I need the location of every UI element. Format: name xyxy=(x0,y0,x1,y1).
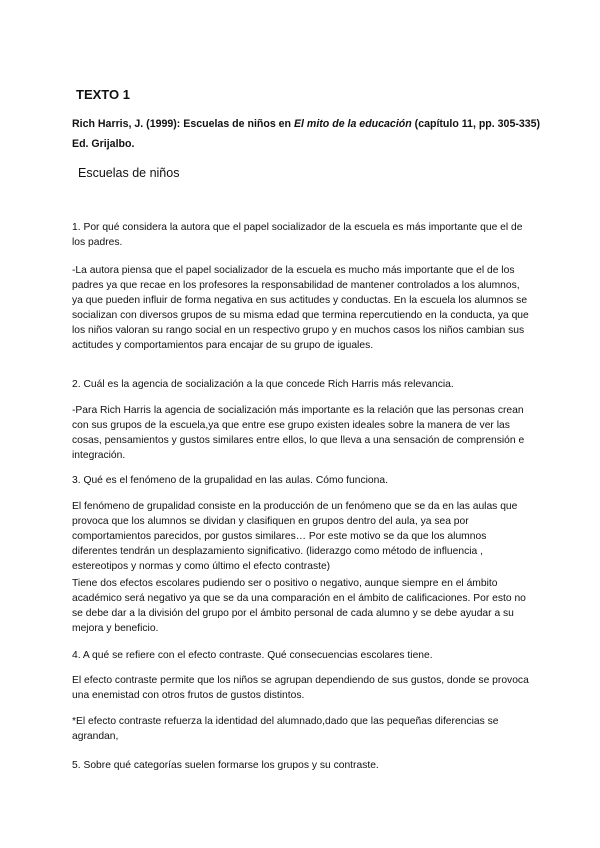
question-5: 5. Sobre qué categorías suelen formarse los grupos y su contraste. xyxy=(72,760,379,771)
reference-book-title: El mito de la educación xyxy=(293,118,412,130)
section-subtitle: Escuelas de niños xyxy=(78,166,180,180)
question-1: 1. Por qué considera la autora que el papel socializador de la escuela es más importante que el de los padres. xyxy=(72,222,523,248)
reference-author: Rich Harris, J. (1999): Escuelas de niños en xyxy=(72,118,294,130)
reference-details: (capítulo 11, pp. 305-335) Ed. Grijalbo. xyxy=(72,118,541,150)
answer-2: -Para Rich Harris la agencia de socialización más importante es la relación que las personas crean con sus grupos de la escuela,ya que entre ese grupo existen ideales sobre la manera de ver las cosas, pensamientos y gustos similares entre ellos, lo que lleva a una sensación de comprensión e integración. xyxy=(72,405,525,461)
question-3: 3. Qué es el fenómeno de la grupalidad en las aulas. Cómo funciona. xyxy=(72,475,388,486)
answer-3-paragraph-1: El fenómeno de grupalidad consiste en la producción de un fenómeno que se da en las aulas que provoca que los alumnos se dividan y clasifiquen en grupos dentro del aula, ya sea por comportamientos parecidos, por gustos similares… Por este motivo se da que los alumnos diferentes tendrán un desplazamiento significativo. (liderazgo como método de influencia , estereotipos y normas y como último el efecto contraste) xyxy=(72,501,518,572)
question-4: 4. A qué se refiere con el efecto contraste. Qué consecuencias escolares tiene. xyxy=(72,650,433,661)
document-title: TEXTO 1 xyxy=(76,87,130,102)
bibliographic-reference xyxy=(72,114,542,154)
answer-3-paragraph-2: Tiene dos efectos escolares pudiendo ser o positivo o negativo, aunque siempre en el ámbito académico será negativo ya que se da una comparación en el ámbito de calificaciones. Por esto no se debe dar a la división del grupo por el ámbito personal de cada alumno y se debe ayudar a su mejora y beneficio. xyxy=(72,578,526,634)
answer-4-paragraph-2: *El efecto contraste refuerza la identidad del alumnado,dado que las pequeñas diferencias se agrandan, xyxy=(72,716,499,742)
answer-4-paragraph-1: El efecto contraste permite que los niños se agrupan dependiendo de sus gustos, donde se provoca una enemistad con otros frutos de gustos distintos. xyxy=(72,675,529,701)
answer-1: -La autora piensa que el papel socializador de la escuela es mucho más importante que el de los padres ya que recae en los profesores la responsabilidad de mantener controlados a los alumnos, ya que pueden influir de forma negativa en sus actitudes y conductas. En la escuela los alumnos se socializan con diversos grupos de su misma edad que termina repercutiendo en la conducta, ya que los niños valoran su rango social en un respectivo grupo y en muchos casos los niños cambian sus actitudes y comportamientos para encajar de su grupo de iguales. xyxy=(72,265,529,351)
question-2: 2. Cuál es la agencia de socialización a la que concede Rich Harris más relevancia. xyxy=(72,379,454,390)
